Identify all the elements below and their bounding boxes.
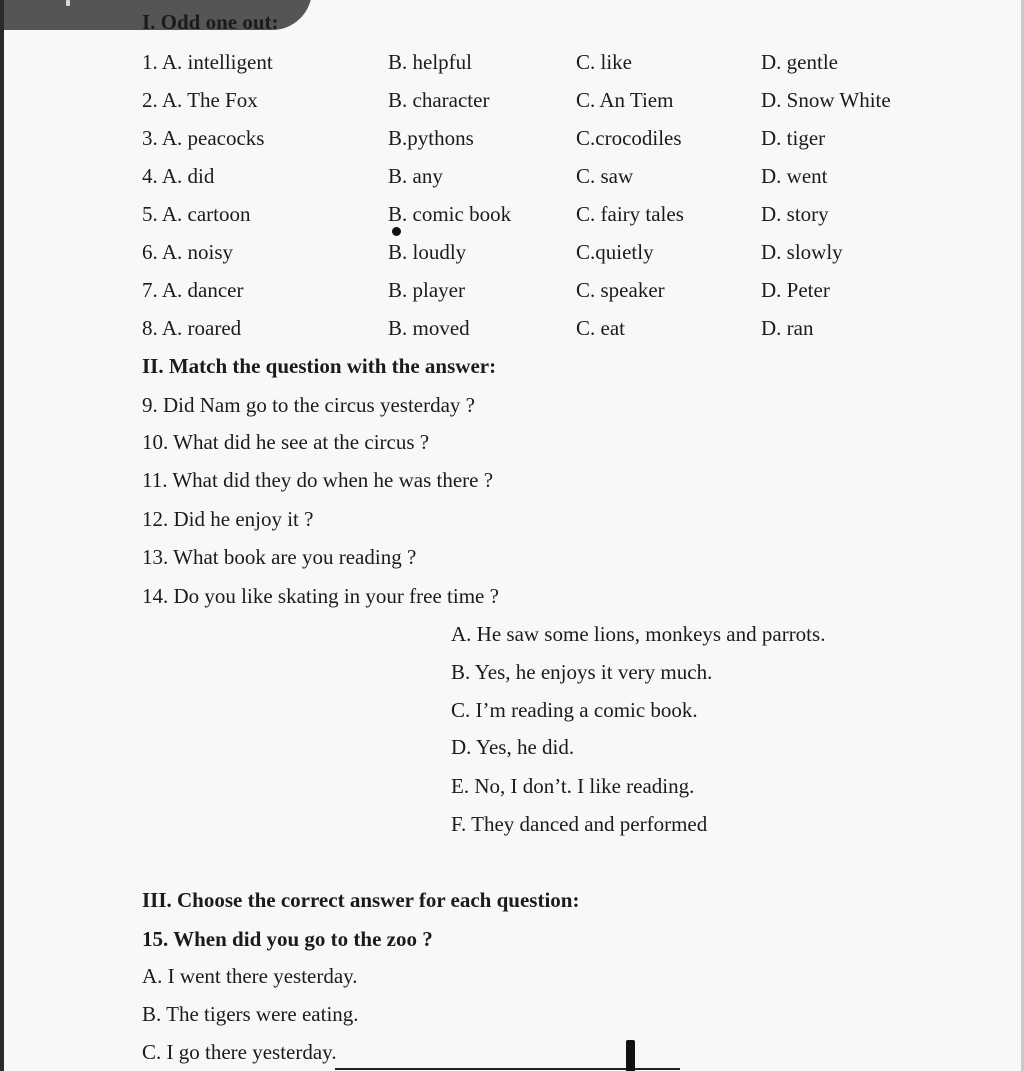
q5-option-b: B. comic book	[388, 202, 512, 226]
section-2-heading: II. Match the question with the answer:	[142, 354, 497, 378]
answer-c: C. I’m reading a comic book.	[451, 698, 698, 722]
q7-option-d: D. Peter	[761, 278, 830, 302]
q6-option-c: C.quietly	[576, 240, 654, 264]
q7-option-a: 7. A. dancer	[142, 278, 244, 302]
q3-option-b: B.pythons	[388, 126, 474, 150]
q3-option-c: C.crocodiles	[576, 126, 682, 150]
q4-option-a: 4. A. did	[142, 164, 215, 188]
q4-option-c: C. saw	[576, 164, 634, 188]
question-13: 13. What book are you reading ?	[142, 545, 417, 569]
answer-b: B. Yes, he enjoys it very much.	[451, 660, 713, 684]
section-3-heading: III. Choose the correct answer for each question:	[142, 888, 580, 912]
q2-option-b: B. character	[388, 88, 490, 112]
q8-option-a: 8. A. roared	[142, 316, 242, 340]
q3-option-a: 3. A. peacocks	[142, 126, 265, 150]
q8-option-c: C. eat	[576, 316, 625, 340]
question-11: 11. What did they do when he was there ?	[142, 468, 494, 492]
q2-option-a: 2. A. The Fox	[142, 88, 258, 112]
q6-option-d: D. slowly	[761, 240, 843, 264]
q15-option-c: C. I go there yesterday.	[142, 1040, 337, 1064]
q1-option-c: C. like	[576, 50, 632, 74]
q7-option-c: C. speaker	[576, 278, 665, 302]
q8-option-b: B. moved	[388, 316, 470, 340]
q8-option-d: D. ran	[761, 316, 814, 340]
q2-option-c: C. An Tiem	[576, 88, 674, 112]
question-10: 10. What did he see at the circus ?	[142, 430, 430, 454]
question-12: 12. Did he enjoy it ?	[142, 507, 314, 531]
q6-option-b: B. loudly	[388, 240, 467, 264]
q15-option-b: B. The tigers were eating.	[142, 1002, 359, 1026]
question-9: 9. Did Nam go to the circus yesterday ?	[142, 393, 475, 417]
q1-option-b: B. helpful	[388, 50, 472, 74]
q7-option-b: B. player	[388, 278, 465, 302]
answer-a: A. He saw some lions, monkeys and parrots.	[451, 622, 826, 646]
answer-mark-dot-icon	[392, 227, 401, 236]
q5-option-c: C. fairy tales	[576, 202, 684, 226]
q6-option-a: 6. A. noisy	[142, 240, 234, 264]
q1-option-d: D. gentle	[761, 50, 838, 74]
left-border	[0, 0, 4, 1071]
question-14: 14. Do you like skating in your free time ?	[142, 584, 499, 608]
q5-option-a: 5. A. cartoon	[142, 202, 251, 226]
q2-option-d: D. Snow White	[761, 88, 891, 112]
overlay-dot-icon	[66, 0, 70, 6]
answer-f: F. They danced and performed	[451, 812, 708, 836]
question-15: 15. When did you go to the zoo ?	[142, 927, 433, 951]
text-cursor-icon	[626, 1040, 635, 1071]
answer-d: D. Yes, he did.	[451, 735, 575, 759]
q15-option-a: A. I went there yesterday.	[142, 964, 358, 988]
q4-option-b: B. any	[388, 164, 443, 188]
q5-option-d: D. story	[761, 202, 829, 226]
q3-option-d: D. tiger	[761, 126, 826, 150]
answer-e: E. No, I don’t. I like reading.	[451, 774, 695, 798]
q1-option-a: 1. A. intelligent	[142, 50, 273, 74]
section-1-heading: I. Odd one out:	[142, 10, 279, 34]
q4-option-d: D. went	[761, 164, 828, 188]
